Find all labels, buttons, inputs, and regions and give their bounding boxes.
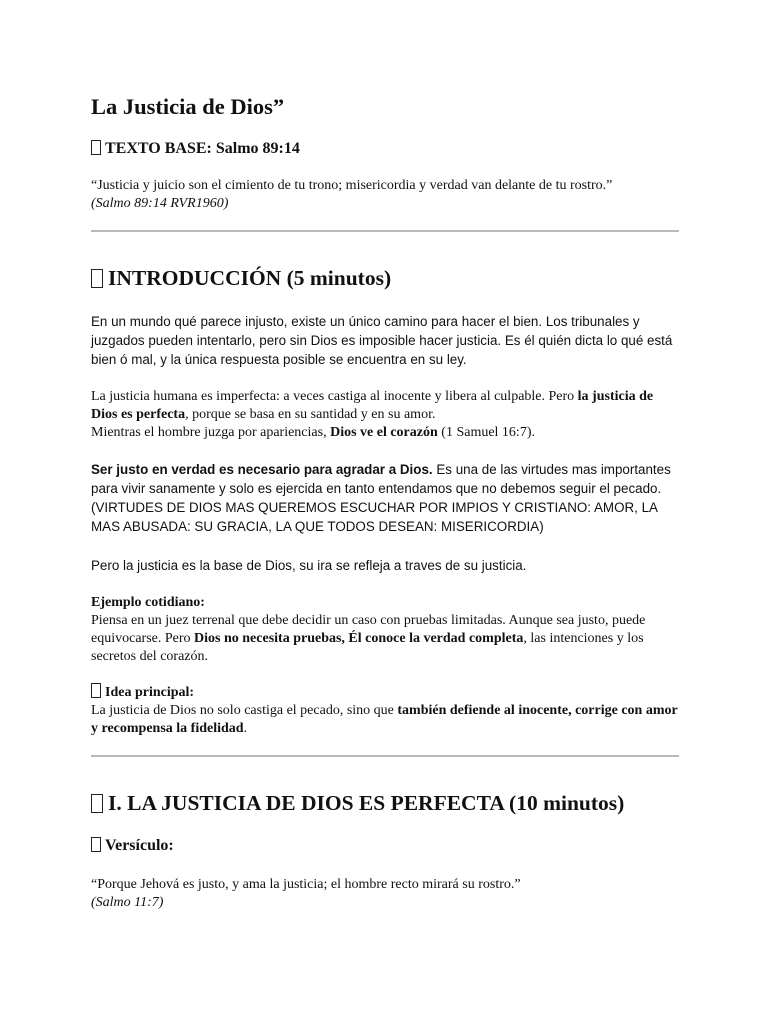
- ejemplo-label: Ejemplo cotidiano:: [91, 595, 205, 610]
- versiculo-heading: Versículo:: [91, 837, 174, 855]
- missing-glyph-box-icon: [91, 794, 103, 813]
- idea-principal: Idea principal: La justicia de Dios no solo castiga el pecado, sino que también defiende al inocente, corrige con amor y recompensa la fidelidad.: [91, 685, 678, 736]
- missing-glyph-box-icon: [91, 837, 101, 852]
- texto-base-quote: “Justicia y juicio son el cimiento de tu trono; misericordia y verdad van delante de tu rostro.” (Salmo 89:14 RVR1960): [91, 178, 613, 211]
- introduccion-heading: INTRODUCCIÓN (5 minutos): [91, 266, 391, 291]
- intro-paragraph-3: Ser justo en verdad es necesario para agradar a Dios. Es una de las virtudes mas importantes para vivir sanamente y solo es ejercida en tanto entendamos que no debemos seguir el pecado.(VIRTUDES DE DIOS MAS QUEREMOS ESCUCHAR POR IMPIOS Y CRISTIANO: AMOR, LA MAS ABUSADA: SU GRACIA, LA QUE TODOS DESEAN: MISERICORDIA): [91, 462, 671, 534]
- ejemplo-cotidiano: Ejemplo cotidiano: Piensa en un juez terrenal que debe decidir un caso con pruebas limitadas. Aunque sea justo, puede equivocarse. Pero Dios no necesita pruebas, Él conoce la verdad completa, las intenciones y los secretos del corazón.: [91, 595, 646, 664]
- texto-base-heading: TEXTO BASE: Salmo 89:14: [91, 140, 300, 158]
- texto-base-ref: (Salmo 89:14 RVR1960): [91, 196, 229, 211]
- divider: [91, 230, 679, 232]
- missing-glyph-box-icon: [91, 269, 103, 288]
- divider: [91, 755, 679, 757]
- missing-glyph-box-icon: [91, 140, 101, 155]
- missing-glyph-box-icon: [91, 683, 101, 698]
- intro-paragraph-4: Pero la justicia es la base de Dios, su ira se refleja a traves de su justicia.: [91, 558, 527, 573]
- intro-paragraph-2: La justicia humana es imperfecta: a veces castiga al inocente y libera al culpable. Pero la justicia de Dios es perfecta, porque se basa en su santidad y en su amor. Mientras el hombre juzga por apariencias, Dios ve el corazón (1 Samuel 16:7).: [91, 389, 654, 440]
- versiculo-quote: “Porque Jehová es justo, y ama la justicia; el hombre recto mirará su rostro.” (Salmo 11:7): [91, 877, 521, 910]
- versiculo-ref: (Salmo 11:7): [91, 895, 164, 910]
- intro-paragraph-1: En un mundo qué parece injusto, existe un único camino para hacer el bien. Los tribunales y juzgados pueden intentarlo, pero sin Dios es imposible hacer justicia. Es él quién dicta lo qué está bien ó mal, y la única respuesta posible se encuentra en su ley.: [91, 314, 673, 367]
- page-title: La Justicia de Dios”: [91, 94, 285, 119]
- seccion-1-heading: I. LA JUSTICIA DE DIOS ES PERFECTA (10 minutos): [91, 791, 624, 816]
- idea-label: Idea principal:: [105, 685, 195, 700]
